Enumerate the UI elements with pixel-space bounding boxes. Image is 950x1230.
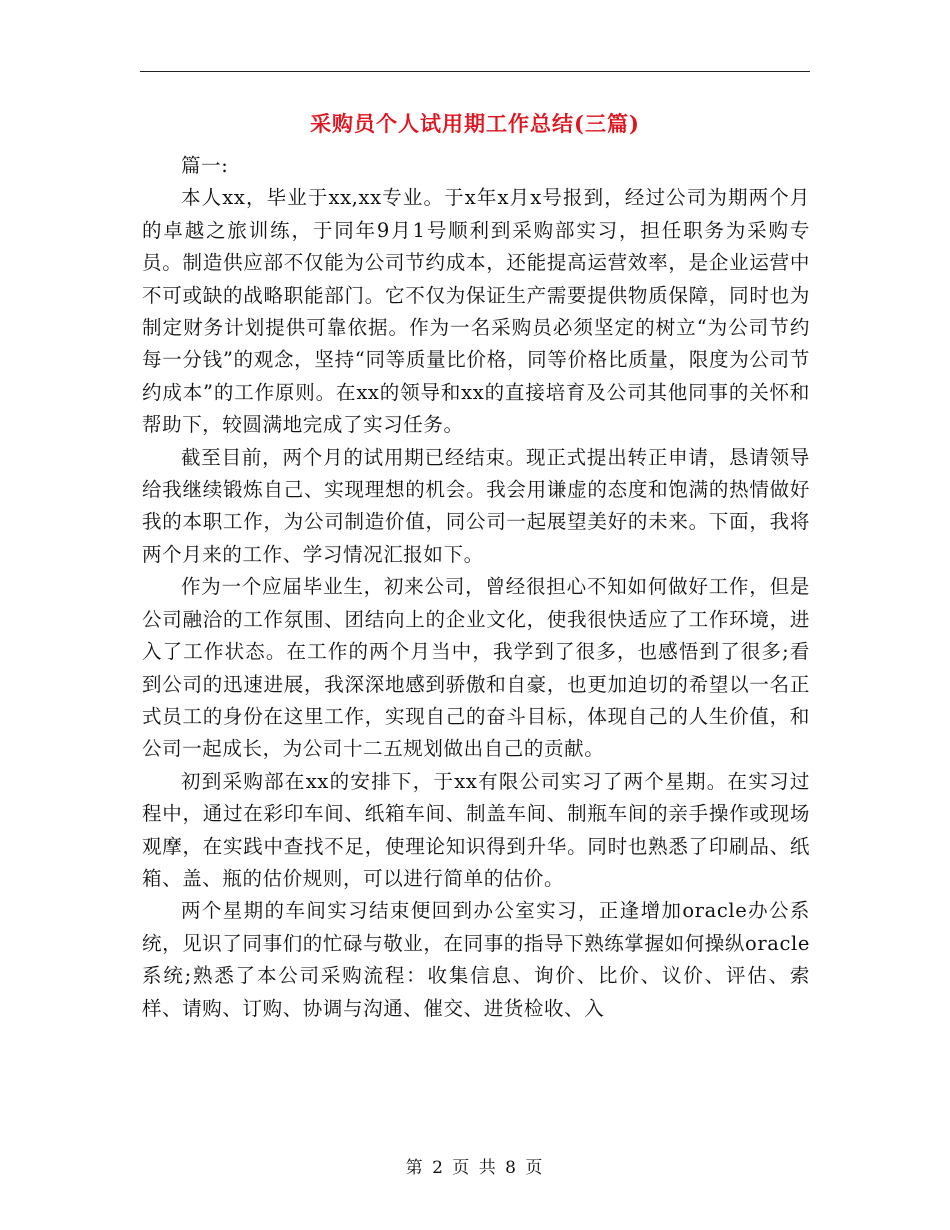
document-body [142, 150, 810, 1025]
page-number-footer: 第 2 页 共 8 页 [405, 1158, 545, 1178]
section-heading: 篇一: [181, 154, 229, 177]
document-title: 采购员个人试用期工作总结(三篇) [310, 111, 640, 136]
paragraph: 初到采购部在xx的安排下，于xx有限公司实习了两个星期。在实习过程中，通过在彩印车间、纸箱车间、制盖车间、制瓶车间的亲手操作或现场观摩，在实践中查找不足，使理论知识得到升华。同时也熟悉了印刷品、纸箱、盖、瓶的估价规则，可以进行简单的估价。 [142, 769, 810, 890]
paragraph: 两个星期的车间实习结束便回到办公室实习，正逢增加oracle办公系统，见识了同事们的忙碌与敬业，在同事的指导下熟练掌握如何操纵oracle系统;熟悉了本公司采购流程：收集信息、询价、比价、议价、评估、索样、请购、订购、协调与沟通、催交、进货检收、入 [142, 899, 810, 1020]
header-rule [140, 71, 810, 72]
paragraph: 本人xx，毕业于xx,xx专业。于x年x月x号报到，经过公司为期两个月的卓越之旅训练，于同年9月1号顺利到采购部实习，担任职务为采购专员。制造供应部不仅能为公司节约成本，还能提高运营效率，是企业运营中不可或缺的战略职能部门。它不仅为保证生产需要提供物质保障，同时也为制定财务计划提供可靠依据。作为一名采购员必须坚定的树立“为公司节约每一分钱”的观念，坚持“同等质量比价格，同等价格比质量，限度为公司节约成本”的工作原则。在xx的领导和xx的直接培育及公司其他同事的关怀和帮助下，较圆满地完成了实习任务。 [142, 186, 810, 437]
paragraph: 作为一个应届毕业生，初来公司，曾经很担心不知如何做好工作，但是公司融洽的工作氛围、团结向上的企业文化，使我很快适应了工作环境，进入了工作状态。在工作的两个月当中，我学到了很多，也感悟到了很多;看到公司的迅速进展，我深深地感到骄傲和自豪，也更加迫切的希望以一名正式员工的身份在这里工作，实现自己的奋斗目标，体现自己的人生价值，和公司一起成长，为公司十二五规划做出自己的贡献。 [142, 575, 810, 761]
paragraph: 截至目前，两个月的试用期已经结束。现正式提出转正申请，恳请领导给我继续锻炼自己、实现理想的机会。我会用谦虚的态度和饱满的热情做好我的本职工作，为公司制造价值，同公司一起展望美好的未来。下面，我将两个月来的工作、学习情况汇报如下。 [142, 445, 810, 566]
